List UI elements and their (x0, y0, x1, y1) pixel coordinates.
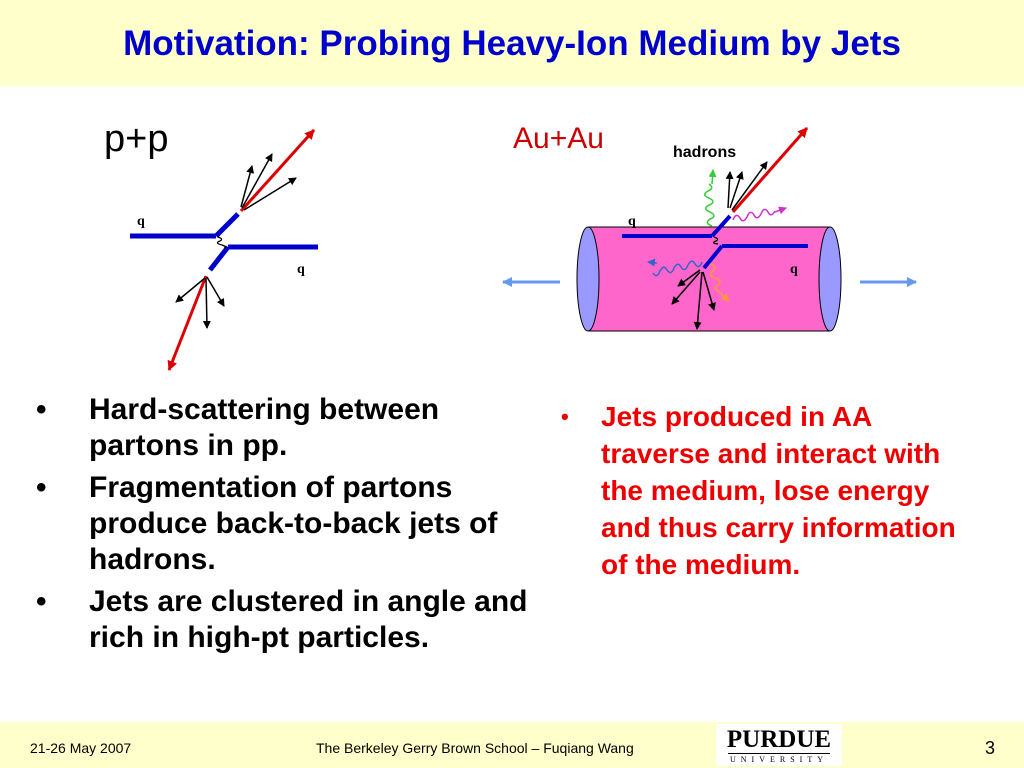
quark-label: q (790, 262, 798, 277)
logo-subtitle: UNIVERSITY (730, 755, 828, 764)
footer-date: 21-26 May 2007 (30, 740, 132, 756)
logo-wordmark: PURDUE (726, 726, 832, 753)
auau-label: Au+Au (513, 122, 604, 155)
outgoing-parton-down (210, 247, 228, 270)
hadron-arrow (207, 277, 224, 306)
bullet-icon: • (36, 471, 47, 504)
hadron-arrow (244, 178, 296, 210)
pp-diagram (130, 130, 318, 370)
bullet-item (36, 584, 536, 656)
gluon-exchange (217, 237, 225, 248)
bullet-icon: • (561, 404, 569, 429)
bullet-text: Jets are clustered in angle and rich in high-pt particles. (89, 585, 528, 654)
bullet-icon: • (36, 393, 47, 426)
bullet-text: Jets produced in AA traverse and interact with the medium, lose energy and thus carry information of the medium. (601, 401, 956, 580)
left-bullet-list (36, 392, 536, 662)
bullet-text: Hard-scattering between partons in pp. (89, 393, 440, 462)
hadron-arrow (206, 278, 207, 328)
leading-hadron-up (733, 128, 807, 212)
outgoing-parton-up (216, 214, 238, 236)
quark-label: q (137, 214, 145, 229)
gluon-radiation-green (705, 184, 714, 226)
bullet-icon: • (36, 585, 47, 618)
medium-cylinder-right-cap (819, 227, 841, 331)
pp-label: p+p (104, 118, 169, 160)
purdue-logo (716, 724, 842, 766)
leading-hadron-down (169, 276, 206, 370)
bullet-item (36, 470, 536, 578)
medium-cylinder-left-cap (577, 227, 599, 331)
quark-label: q (297, 262, 305, 277)
bullet-text: Fragmentation of partons produce back-to-back jets of hadrons. (89, 471, 498, 576)
quark-label: q (628, 214, 636, 229)
hadron-arrow (728, 172, 730, 208)
right-bullet-list (561, 398, 981, 583)
footer-presenter: The Berkeley Gerry Brown School – Fuqiang Wang (316, 740, 634, 756)
gluon-radiation-magenta (733, 209, 775, 220)
hadrons-label: hadrons (673, 144, 737, 161)
bullet-item (36, 392, 536, 464)
leading-hadron-up (241, 130, 314, 211)
slide-title: Motivation: Probing Heavy-Ion Medium by Jets (123, 24, 901, 63)
medium-cylinder-body (588, 227, 830, 331)
bullet-item (561, 398, 981, 583)
page-number: 3 (985, 738, 996, 758)
